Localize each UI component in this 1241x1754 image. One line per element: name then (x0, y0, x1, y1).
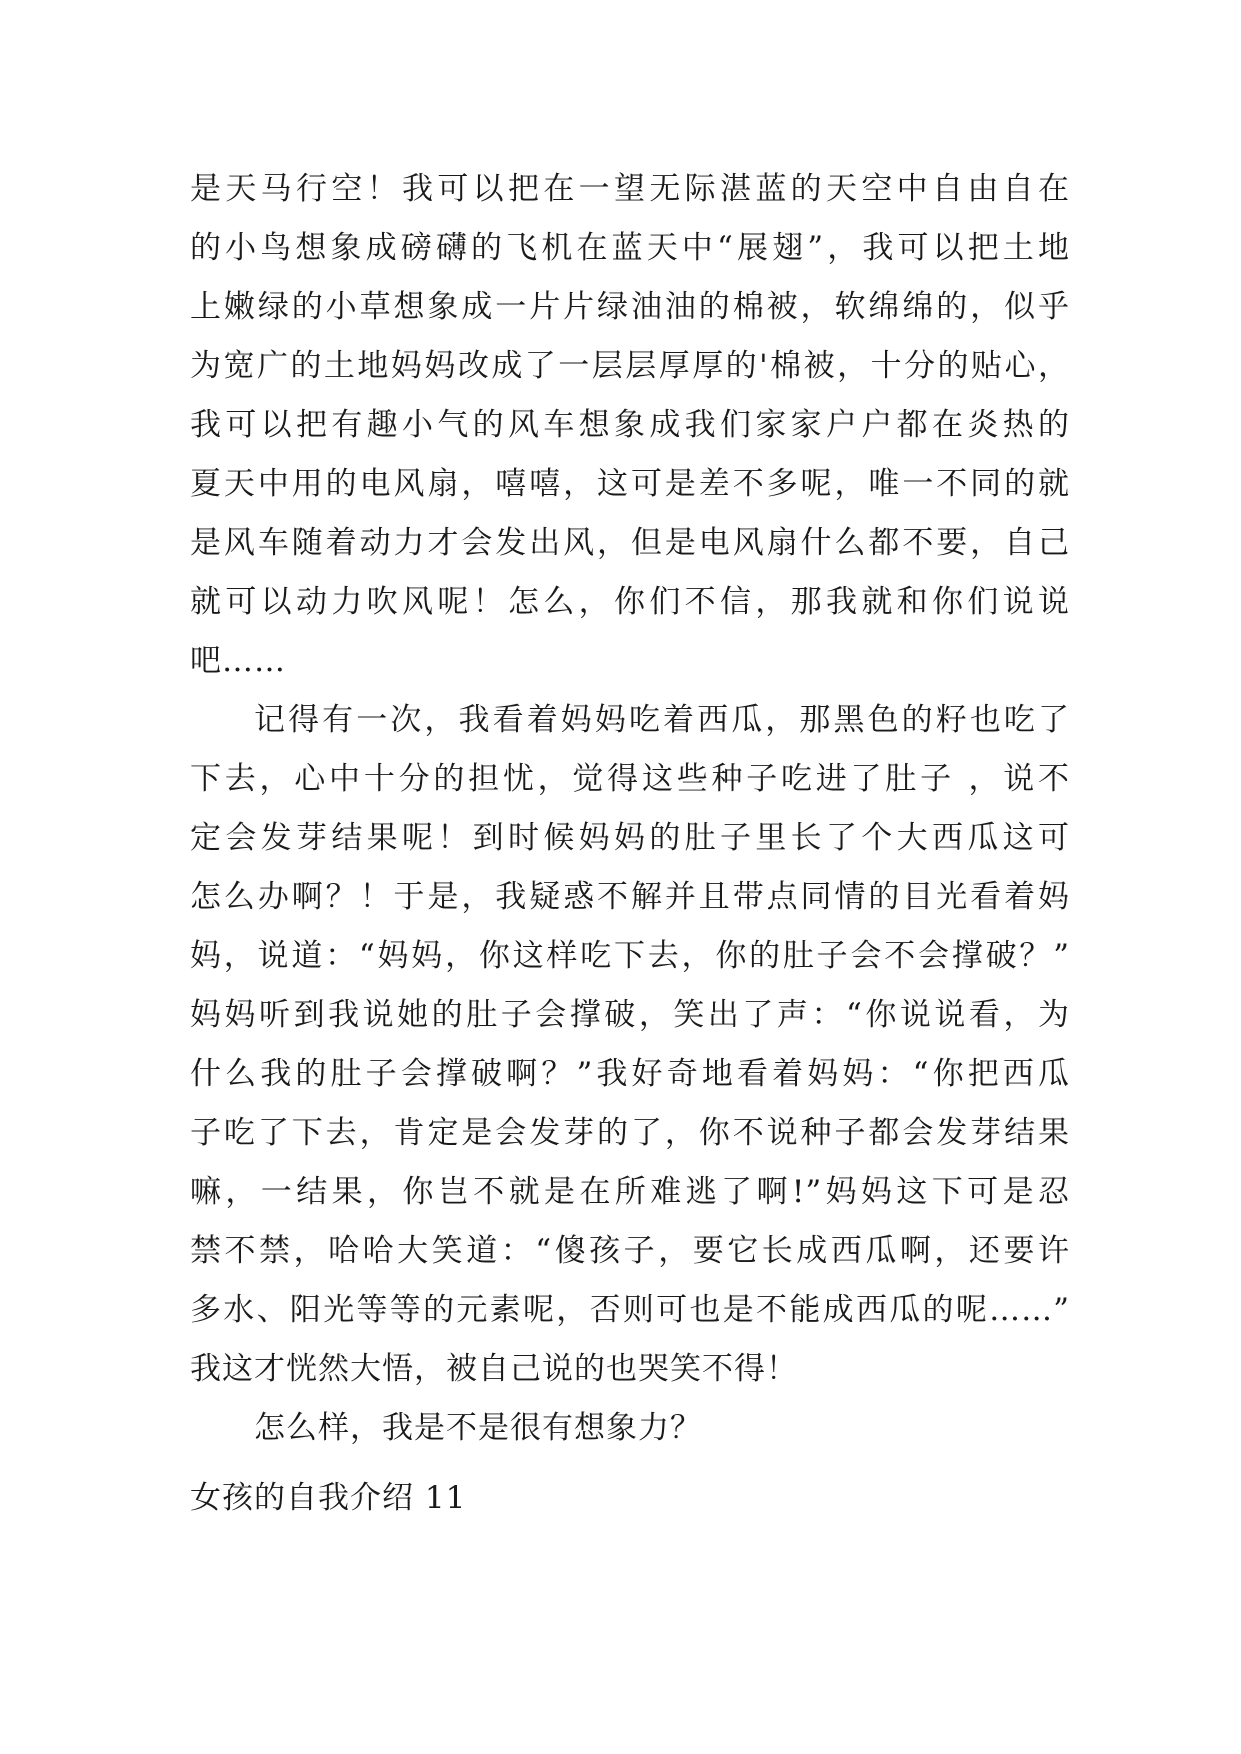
text-line: 子吃了下去，肯定是会发芽的了，你不说种子都会发芽结果 (190, 1115, 1070, 1151)
text-line: 是风车随着动力才会发出风，但是电风扇什么都不要，自己 (190, 525, 1070, 561)
text-line: 什么我的肚子会撑破啊？”我好奇地看着妈妈：“你把西瓜 (190, 1056, 1070, 1092)
text-line: 下去，心中十分的担忧，觉得这些种子吃进了肚子 ，说不 (190, 761, 1070, 797)
text-line: 妈妈听到我说她的肚子会撑破，笑出了声：“你说说看，为 (190, 997, 1070, 1033)
text-line: 的小鸟想象成磅礴的飞机在蓝天中“展翅”，我可以把土地 (190, 230, 1070, 266)
text-line: 为宽广的土地妈妈改成了一层层厚厚的'棉被，十分的贴心， (190, 348, 1070, 384)
text-line: 嘛，一结果，你岂不就是在所难逃了啊!”妈妈这下可是忍 (190, 1174, 1070, 1210)
text-line: 怎么办啊？！于是，我疑惑不解并且带点同情的目光看着妈 (190, 879, 1070, 915)
text-line: 禁不禁，哈哈大笑道：“傻孩子，要它长成西瓜啊，还要许 (190, 1233, 1070, 1269)
text-line: 定会发芽结果呢！到时候妈妈的肚子里长了个大西瓜这可 (190, 820, 1070, 856)
paragraph-first-line: 记得有一次，我看着妈妈吃着西瓜，那黑色的籽也吃了 (254, 702, 1070, 738)
text-line: 妈，说道：“妈妈，你这样吃下去，你的肚子会不会撑破？” (190, 938, 1070, 974)
text-line: 是天马行空！我可以把在一望无际湛蓝的天空中自由自在 (190, 171, 1070, 207)
text-line: 上嫩绿的小草想象成一片片绿油油的棉被，软绵绵的，似乎 (190, 289, 1070, 325)
text-line: 我可以把有趣小气的风车想象成我们家家户户都在炎热的 (190, 407, 1070, 443)
text-line: 吧…… (190, 643, 286, 679)
paragraph-first-line: 怎么样，我是不是很有想象力？ (254, 1410, 702, 1446)
text-line: 夏天中用的电风扇，嘻嘻，这可是差不多呢，唯一不同的就 (190, 466, 1070, 502)
body-text (190, 160, 1070, 1458)
text-line: 我这才恍然大悟，被自己说的也哭笑不得！ (190, 1351, 798, 1387)
text-line: 就可以动力吹风呢！怎么，你们不信，那我就和你们说说 (190, 584, 1070, 620)
text-line: 多水、阳光等等的元素呢，否则可也是不能成西瓜的呢……” (190, 1292, 1070, 1328)
section-heading: 女孩的自我介绍 11 (190, 1480, 467, 1516)
